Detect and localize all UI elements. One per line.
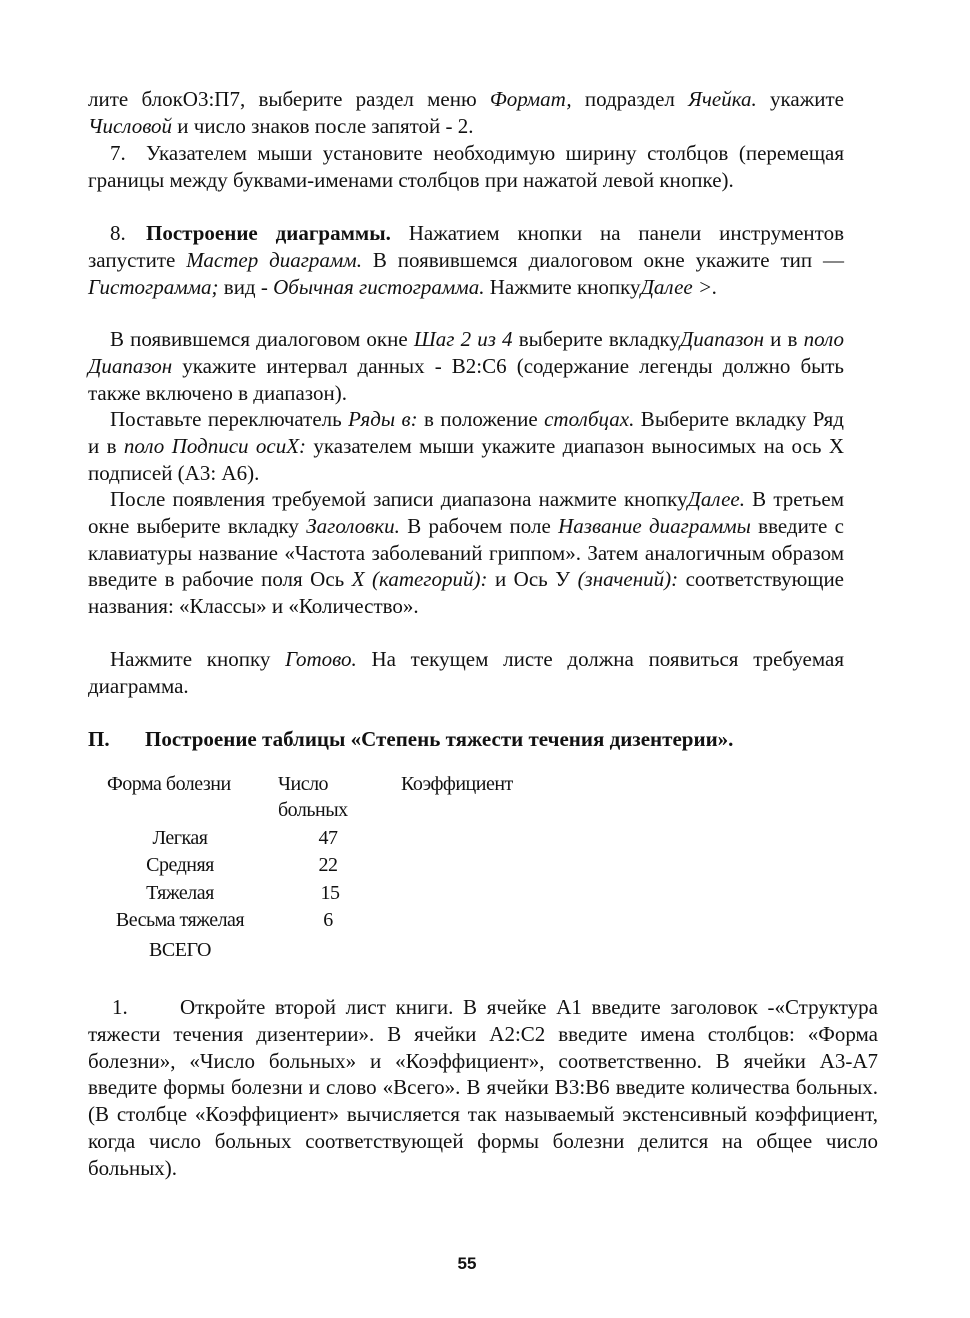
italic-text: поло Подписи осиX: (123, 433, 307, 458)
text: подраздел (571, 87, 689, 111)
italic-text: Мастер диаграмм. (186, 247, 362, 272)
text: соответствующие названия: «Классы» и «Количество». (88, 567, 844, 619)
italic-text: Далее >. (640, 274, 718, 299)
row-count: 22 (318, 854, 338, 876)
text: вид - (218, 274, 274, 299)
row-form: Легкая (152, 827, 208, 849)
text: В рабочем поле (399, 513, 559, 538)
row-total-label: ВСЕГО (149, 939, 211, 961)
row-count: 47 (318, 827, 338, 849)
text: и Ось У (487, 567, 578, 592)
text: Нажатием кнопки на панели инструментов запустите (88, 221, 844, 272)
paragraph-series (88, 406, 844, 486)
italic-text: Шаг 2 из 4 (413, 327, 513, 351)
text: Нажмите кнопку (484, 274, 641, 299)
text: выберите вкладку (512, 327, 680, 351)
step-number: 7. (110, 141, 126, 165)
text: На текущем листе должна появиться требуемая диаграмма. (88, 647, 845, 698)
text: лите блокО3:П7, выберите раздел меню (88, 87, 490, 111)
header-count-line1: Число (278, 773, 329, 795)
text: В третьем окне выберите вкладку (88, 487, 844, 538)
paragraph-format-cells (88, 86, 844, 140)
section-title: Построение таблицы «Степень тяжести течения дизентерии». (145, 727, 734, 751)
italic-text: Числовой (88, 113, 173, 138)
row-form: Средняя (146, 854, 214, 876)
italic-text: Формат, (489, 87, 572, 111)
text: и число знаков после запятой - 2. (172, 113, 474, 138)
italic-text: Ячейка. (688, 87, 757, 111)
text: Откройте второй лист книги. В ячейке А1 введите заголовок -«Структура тяжести течения дизентерии». В ячейки А2:С2 введите имена столбцов: «Форма болезни», «Число больных» и «Коэффициент», соответственно. В ячейки А3-А7 введите формы болезни и слово «Всего». В ячейки В3:В6 введите количества больных. (В столбце «Коэффициент» вычисляется так называемый экстенсивный коэффициент, когда число больных соответствующей формы болезни делится на общее число больных). (88, 995, 878, 1180)
paragraph-titles (88, 486, 844, 620)
text: в положение (417, 407, 545, 431)
header-coefficient: Коэффициент (401, 773, 513, 795)
italic-text: Ряды в: (348, 407, 418, 431)
section-heading (88, 726, 733, 752)
italic-text: X (категорий): (351, 567, 488, 592)
row-count: 15 (320, 882, 340, 904)
step-number: 1. (112, 995, 128, 1019)
italic-text: Заголовки. (306, 513, 400, 538)
page-number: 55 (457, 1254, 477, 1273)
row-form: Тяжелая (146, 882, 214, 904)
paragraph-finish (88, 646, 844, 700)
italic-text: Далее. (687, 487, 745, 511)
text: указателем мыши укажите диапазон выносимых на ось X подписей (А3: А6). (88, 433, 845, 485)
italic-text: (значений): (577, 567, 679, 592)
italic-text: столбцах. (544, 407, 635, 431)
text: После появления требуемой записи диапазона нажмите кнопку (110, 487, 688, 511)
header-form: Форма болезни (107, 773, 231, 795)
italic-text: поло Диапазон (88, 327, 844, 378)
paragraph-step-2-of-4 (88, 326, 844, 406)
italic-text: Название диаграммы (558, 513, 751, 538)
italic-text: Гистограмма; (88, 274, 219, 299)
paragraph-step-7 (88, 140, 844, 194)
italic-text: Диапазон (679, 327, 765, 351)
text: Поставьте переключатель (110, 407, 349, 431)
text: введите с клавиатуры название «Частота заболеваний гриппом». Затем аналогичным образом введите в рабочие поля Ось (88, 513, 844, 592)
step-number: 8. (110, 221, 126, 245)
text: В появившемся диалоговом окне укажите тип — (361, 247, 845, 272)
text: укажите (756, 87, 844, 111)
paragraph-step-8 (88, 220, 844, 300)
bold-text: Построение диаграммы. (146, 221, 391, 245)
text: Выберите вкладку Ряд и в (88, 407, 844, 458)
header-count-line2: больных (278, 799, 348, 821)
row-count: 6 (323, 909, 333, 931)
text: Указателем мыши установите необходимую ширину столбцов (перемещая границы между буквами-именами столбцов при нажатой левой кнопке). (88, 141, 844, 192)
italic-text: Готово. (285, 647, 357, 671)
paragraph-step-1 (88, 994, 878, 1182)
text: укажите интервал данных - В2:С6 (содержание легенды должно быть также включено в диапазон). (88, 353, 844, 405)
section-number: П. (88, 727, 110, 751)
italic-text: Обычная гистограмма. (273, 274, 485, 299)
text: Нажмите кнопку (110, 647, 286, 671)
row-form: Весьма тяжелая (115, 909, 245, 931)
text: В появившемся диалоговом окне (110, 327, 414, 351)
text: и в (764, 327, 804, 351)
